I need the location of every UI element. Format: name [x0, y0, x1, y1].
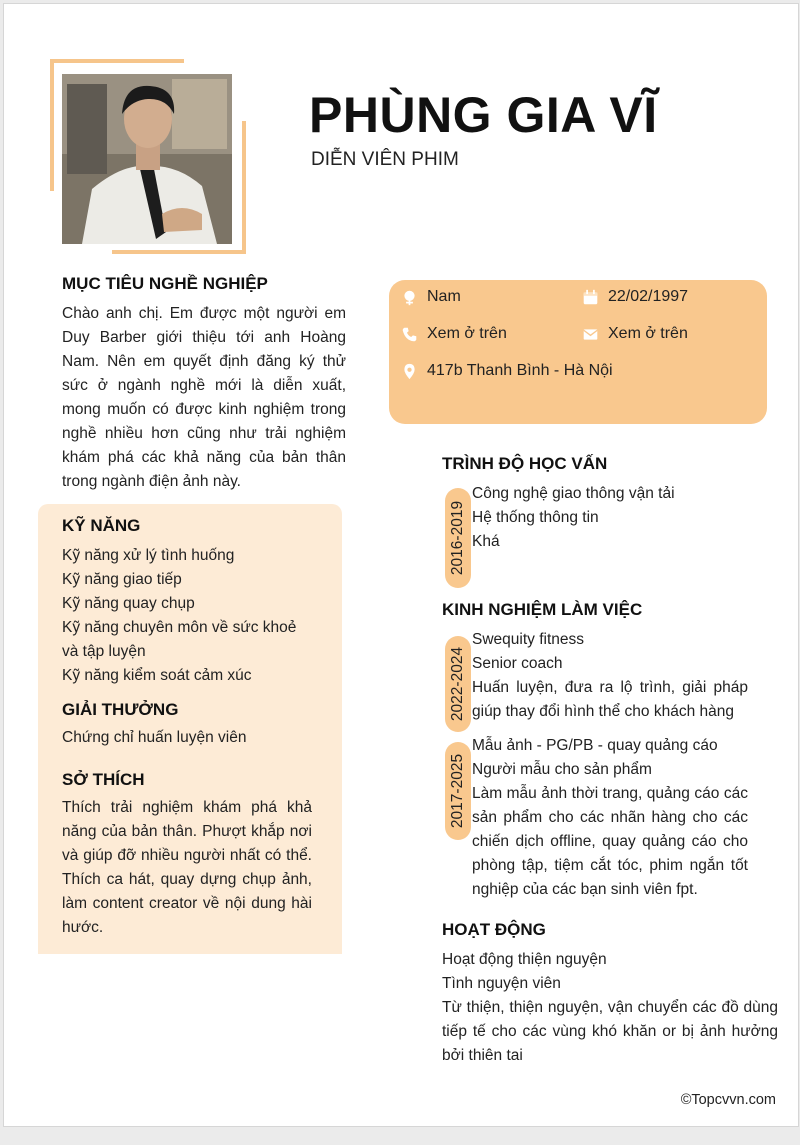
award-item: Chứng chỉ huấn luyện viên — [62, 729, 247, 746]
birthday-value: 22/02/1997 — [608, 288, 689, 305]
skills-title: KỸ NĂNG — [62, 516, 141, 535]
objective-section — [62, 274, 346, 494]
experience-company: Swequity fitness — [472, 631, 584, 648]
email-value: Xem ở trên — [608, 325, 688, 342]
gender-value: Nam — [427, 288, 461, 305]
activities-title: HOẠT ĐỘNG — [442, 920, 546, 939]
objective-text: Chào anh chị. Em được một người em Duy Barber giới thiệu tới anh Hoàng Nam. Nên em quyết định đăng ký thử sức ở ngành nghề mới là diễn xuất, mong muốn có được kinh nghiệm trong nghề nhiều hơn cũng như trải nghiệm khám phá các khả năng của bản thân trong ngành điện ảnh này. — [62, 305, 346, 490]
education-title: TRÌNH ĐỘ HỌC VẤN — [442, 454, 608, 473]
footer-credit: ©Topcvvn.com — [680, 1092, 776, 1108]
activity-description: Từ thiện, thiện nguyện, vận chuyển các đồ dùng tiếp tế cho các vùng khó khăn or bị ảnh hưởng bởi thiên tai — [442, 999, 778, 1064]
hobbies-title: SỞ THÍCH — [62, 770, 145, 789]
experience-period: 2017-2025 — [449, 753, 466, 829]
experience-entry — [472, 628, 748, 724]
experience-period-pill — [445, 636, 471, 732]
skill-item: Kỹ năng xử lý tình huống — [62, 547, 235, 564]
activity-name: Hoạt động thiện nguyện — [442, 951, 607, 968]
objective-title: MỤC TIÊU NGHỀ NGHIỆP — [62, 274, 268, 293]
phone-item — [401, 325, 507, 343]
experience-period: 2022-2024 — [449, 646, 466, 722]
experience-position: Người mẫu cho sản phẩm — [472, 761, 652, 778]
email-item — [582, 325, 688, 343]
skill-item: Kỹ năng chuyên môn về sức khoẻ và tập luyện — [62, 619, 297, 660]
education-grade: Khá — [472, 533, 500, 550]
candidate-name: PHÙNG GIA VĨ — [309, 87, 658, 143]
address-item — [401, 362, 613, 380]
gender-item — [401, 288, 461, 306]
candidate-role: DIỄN VIÊN PHIM — [311, 149, 459, 170]
cv-page — [3, 3, 799, 1127]
skills-panel — [38, 504, 342, 954]
awards-title: GIẢI THƯỞNG — [62, 700, 179, 719]
experience-company: Mẫu ảnh - PG/PB - quay quảng cáo — [472, 737, 718, 754]
education-period-pill — [445, 488, 471, 588]
address-value: 417b Thanh Bình - Hà Nội — [427, 362, 613, 379]
education-major: Công nghệ giao thông vận tải — [472, 485, 675, 502]
skill-item: Kỹ năng giao tiếp — [62, 571, 182, 588]
experience-description: Làm mẫu ảnh thời trang, quảng cáo các sản phẩm cho các nhãn hàng cho các chiến dịch offline, quay quảng cáo cho phòng tập, tiệm cắt tóc, phim ngắn tốt nghiệp của các bạn sinh viên fpt. — [472, 785, 748, 898]
skill-item: Kỹ năng quay chụp — [62, 595, 195, 612]
email-icon — [582, 326, 599, 343]
phone-value: Xem ở trên — [427, 325, 507, 342]
experience-position: Senior coach — [472, 655, 563, 672]
activity-role: Tình nguyện viên — [442, 975, 561, 992]
hobbies-text: Thích trải nghiệm khám phá khả năng của bản thân. Phượt khắp nơi và giúp đỡ nhiều người nhất có thể. Thích ca hát, quay dựng chụp ảnh, làm content creator về nội dung hài hước. — [62, 799, 312, 936]
phone-icon — [401, 326, 418, 343]
skill-item: Kỹ năng kiểm soát cảm xúc — [62, 667, 252, 684]
location-icon — [401, 363, 418, 380]
education-entry — [472, 482, 748, 554]
experience-description: Huấn luyện, đưa ra lộ trình, giải pháp giúp thay đổi hình thể cho khách hàng — [472, 679, 748, 720]
education-period: 2016-2019 — [449, 500, 466, 576]
birthday-item — [582, 288, 688, 306]
experience-period-pill — [445, 742, 471, 840]
activities-entry — [442, 948, 778, 1068]
gender-icon — [401, 289, 418, 306]
calendar-icon — [582, 289, 599, 306]
experience-title: KINH NGHIỆM LÀM VIỆC — [442, 600, 643, 619]
experience-entry — [472, 734, 748, 902]
education-field: Hệ thống thông tin — [472, 509, 599, 526]
personal-info-box — [389, 280, 767, 424]
profile-photo — [62, 74, 232, 244]
